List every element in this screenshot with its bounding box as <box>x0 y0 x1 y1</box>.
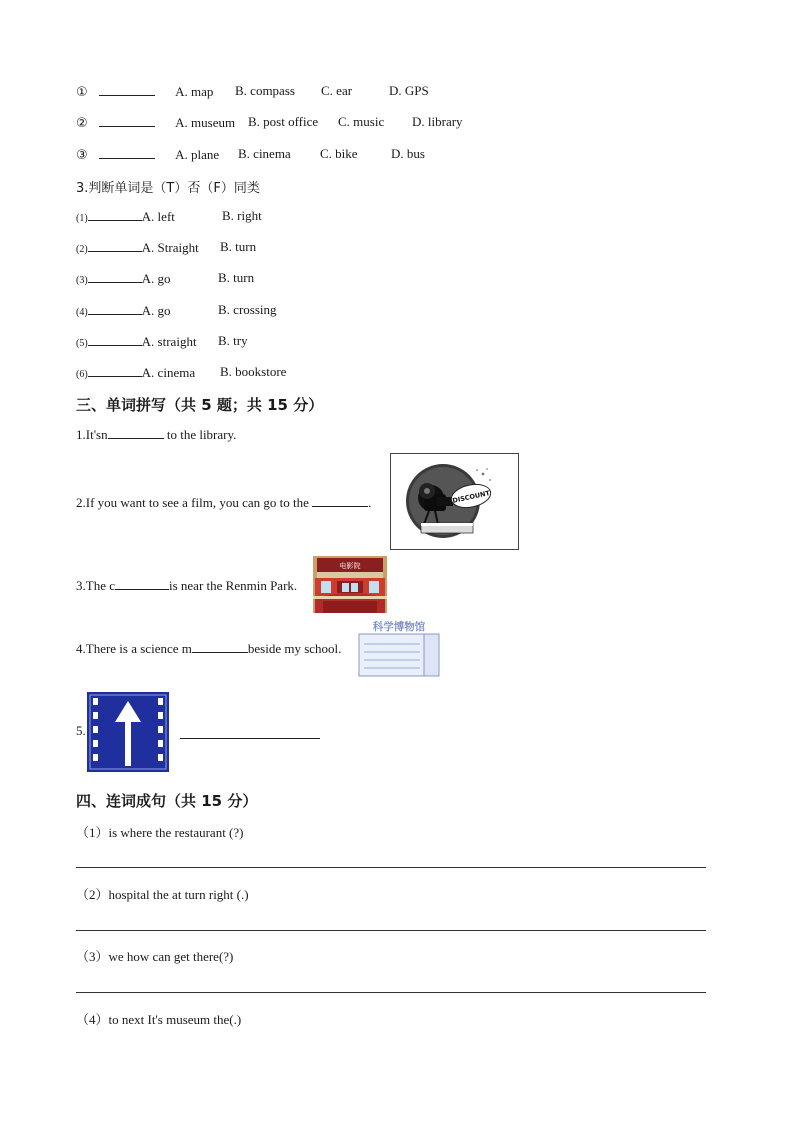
option-c: C. music <box>338 114 385 129</box>
option-d: D. library <box>412 114 463 129</box>
option-c: C. bike <box>320 146 358 161</box>
word-b: B. right <box>222 208 262 223</box>
answer-blank[interactable] <box>88 364 142 377</box>
spelling-q1 <box>76 426 236 443</box>
judge-item-4 <box>76 302 277 319</box>
option-b: B. compass <box>235 83 295 98</box>
part-three-heading: 三、单词拼写（共 5 题；共 15 分） <box>76 396 324 414</box>
sentence-item-3: （3）we how can get there(?) <box>76 949 234 964</box>
option-c: C. ear <box>321 83 353 98</box>
answer-blank[interactable] <box>115 577 169 590</box>
item-number: (6) <box>76 369 88 380</box>
cinema-sign: 电影院 <box>339 562 361 570</box>
answer-blank[interactable] <box>99 146 155 159</box>
sentence-item-4: （4）to next It's museum the(.) <box>76 1012 242 1027</box>
spelling-q3 <box>76 577 297 594</box>
word-a: A. left <box>141 209 175 224</box>
q3-suffix: is near the Renmin Park. <box>168 578 298 593</box>
answer-blank[interactable] <box>99 83 155 96</box>
item-number: (2) <box>76 244 88 255</box>
part-four-heading: 四、连词成句（共 15 分） <box>76 792 258 810</box>
item-number: (1) <box>76 213 88 224</box>
row-number: ③ <box>76 148 88 163</box>
film-projector-icon <box>391 454 518 549</box>
option-b: B. cinema <box>238 146 291 161</box>
row-number: ① <box>76 85 88 100</box>
discount-badge: DISCOUNT <box>451 489 491 505</box>
judge-item-2 <box>76 239 257 256</box>
go-straight-sign-image <box>87 692 169 772</box>
answer-blank[interactable] <box>88 302 142 315</box>
q2-prefix: 2.If you want to see a film, you can go to the <box>76 495 313 510</box>
q4-prefix: 4.There is a science m <box>76 641 192 656</box>
answer-blank[interactable] <box>312 494 368 507</box>
judge-item-3 <box>76 270 255 287</box>
choice-row-3 <box>76 146 425 163</box>
up-arrow-sign-icon <box>87 692 169 772</box>
answer-blank[interactable] <box>108 426 164 439</box>
word-b: B. try <box>218 333 248 348</box>
answer-blank[interactable] <box>88 333 142 346</box>
word-b: B. crossing <box>218 302 277 317</box>
section-3-title: 3.判断单词是（T）否（F）同类 <box>76 181 260 196</box>
row-number: ② <box>76 116 88 131</box>
option-b: B. post office <box>248 114 319 129</box>
spelling-q5-number: 5. <box>76 723 86 738</box>
word-a: A. straight <box>141 334 197 349</box>
q5-answer-line[interactable] <box>180 738 320 739</box>
judge-item-1 <box>76 208 262 225</box>
answer-blank[interactable] <box>99 114 155 127</box>
word-a: A. cinema <box>141 365 196 380</box>
answer-line-1[interactable] <box>76 867 706 868</box>
judge-item-5 <box>76 333 248 350</box>
judge-item-6 <box>76 364 287 381</box>
word-b: B. bookstore <box>220 364 287 379</box>
film-projector-image <box>390 453 519 550</box>
answer-line-2[interactable] <box>76 930 706 931</box>
choice-row-2 <box>76 114 463 131</box>
q2-suffix: . <box>368 495 372 510</box>
option-d: D. GPS <box>389 83 429 98</box>
cinema-building-icon <box>313 556 387 613</box>
spelling-q4 <box>76 640 341 657</box>
option-a: A. museum <box>175 115 236 130</box>
q4-suffix: beside my school. <box>247 641 342 656</box>
word-b: B. turn <box>218 270 255 285</box>
answer-blank[interactable] <box>88 208 142 221</box>
item-number: (3) <box>76 275 88 286</box>
item-number: (5) <box>76 338 88 349</box>
sentence-item-1: （1）is where the restaurant (?) <box>76 825 244 840</box>
q3-prefix: 3.The c <box>76 578 115 593</box>
museum-sign-text: 科学博物馆 <box>372 621 426 633</box>
sentence-item-2: （2）hospital the at turn right (.) <box>76 887 249 902</box>
option-a: A. map <box>175 84 214 99</box>
cinema-building-image <box>313 556 387 613</box>
answer-blank[interactable] <box>192 640 248 653</box>
item-number: (4) <box>76 307 88 318</box>
museum-sign-icon <box>358 619 440 677</box>
q1-suffix: to the library. <box>163 427 237 442</box>
option-a: A. plane <box>175 147 220 162</box>
word-a: A. Straight <box>141 240 199 255</box>
science-museum-image <box>358 619 440 677</box>
q1-prefix: 1.It'sn <box>76 427 108 442</box>
answer-blank[interactable] <box>88 270 142 283</box>
answer-blank[interactable] <box>88 239 142 252</box>
answer-line-3[interactable] <box>76 992 706 993</box>
option-d: D. bus <box>391 146 425 161</box>
word-a: A. go <box>141 303 171 318</box>
spelling-q2 <box>76 494 371 511</box>
word-b: B. turn <box>220 239 257 254</box>
word-a: A. go <box>141 271 171 286</box>
choice-row-1 <box>76 83 429 100</box>
